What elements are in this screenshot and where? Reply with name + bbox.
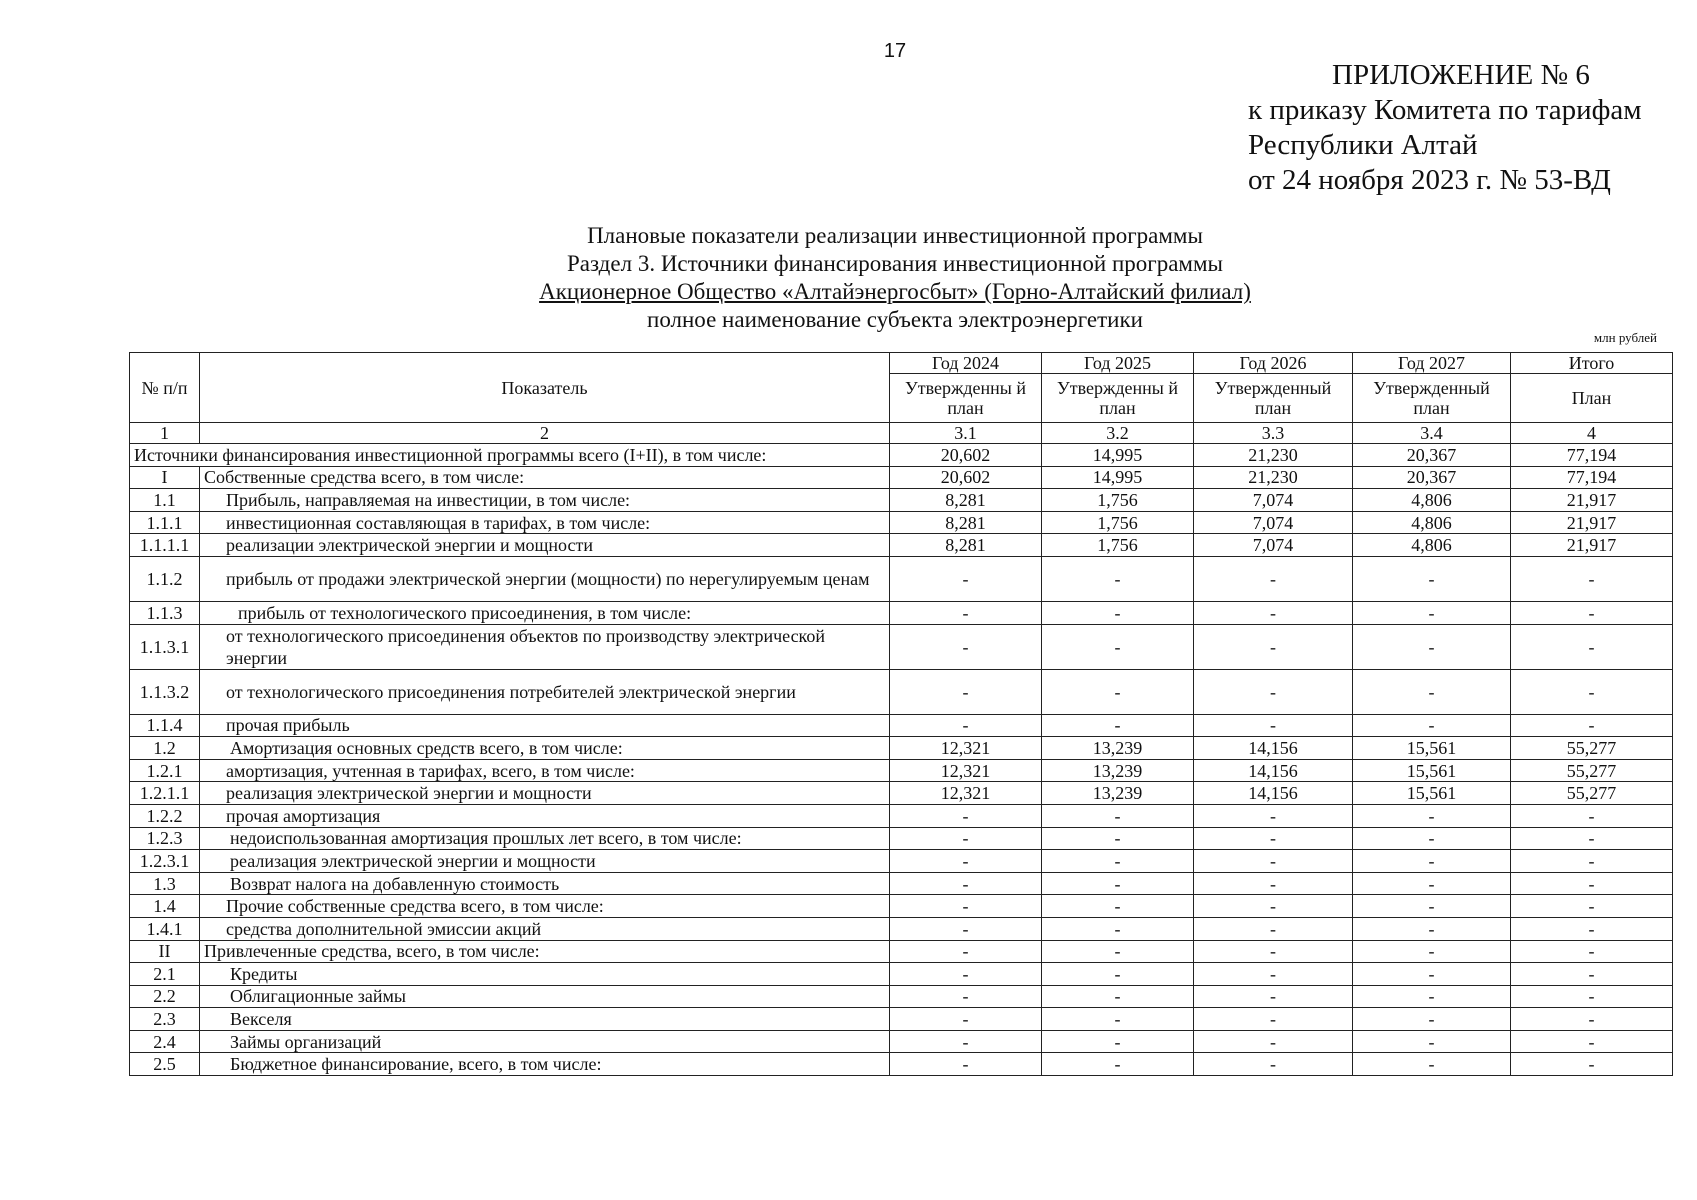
cell-value: - — [890, 872, 1042, 895]
row-label: Собственные средства всего, в том числе: — [200, 466, 890, 489]
row-label: реализация электрической энергии и мощности — [200, 782, 890, 805]
cell-value: - — [1194, 601, 1353, 624]
table-row — [130, 489, 1673, 512]
cell-value: - — [1194, 850, 1353, 873]
header-subtitle: План — [1511, 374, 1673, 423]
cell-value: - — [1042, 940, 1194, 963]
table-row — [130, 601, 1673, 624]
organization-name: Акционерное Общество «Алтайэнергосбыт» (Горно-Алтайский филиал) — [539, 279, 1251, 304]
cell-value: 21,230 — [1194, 444, 1353, 467]
cell-value: 8,281 — [890, 489, 1042, 512]
cell-value: - — [1353, 917, 1511, 940]
appendix-block — [1248, 58, 1642, 198]
cell-value: - — [890, 940, 1042, 963]
cell-value: 20,367 — [1353, 466, 1511, 489]
cell-value: - — [1353, 1030, 1511, 1053]
cell-value: - — [1194, 624, 1353, 669]
cell-value: 4,806 — [1353, 511, 1511, 534]
cell-value: - — [890, 917, 1042, 940]
cell-value: 14,995 — [1042, 466, 1194, 489]
cell-value: - — [1194, 827, 1353, 850]
cell-value: - — [1042, 714, 1194, 737]
row-number: 1.1.1.1 — [130, 534, 200, 557]
cell-value: 20,602 — [890, 444, 1042, 467]
cell-value: 1,756 — [1042, 489, 1194, 512]
row-label: инвестиционная составляющая в тарифах, в том числе: — [200, 511, 890, 534]
row-label: средства дополнительной эмиссии акций — [200, 917, 890, 940]
header-subtitle: Утвержденны й план — [1042, 374, 1194, 423]
cell-value: - — [890, 827, 1042, 850]
cell-value: 55,277 — [1511, 782, 1673, 805]
cell-value: 20,367 — [1353, 444, 1511, 467]
table-row — [130, 624, 1673, 669]
header-num: № п/п — [130, 353, 200, 423]
cell-value: 7,074 — [1194, 489, 1353, 512]
cell-value: - — [1353, 872, 1511, 895]
row-label: Прибыль, направляемая на инвестиции, в том числе: — [200, 489, 890, 512]
cell-value: - — [1353, 985, 1511, 1008]
row-number: 1.4.1 — [130, 917, 200, 940]
cell-value: - — [890, 850, 1042, 873]
row-number: 1.1.4 — [130, 714, 200, 737]
table-row — [130, 827, 1673, 850]
table-row — [130, 737, 1673, 760]
cell-value: 8,281 — [890, 511, 1042, 534]
row-label: от технологического присоединения объектов по производству электрической энергии — [200, 624, 890, 669]
cell-value: 77,194 — [1511, 466, 1673, 489]
table-row — [130, 556, 1673, 601]
cell-value: - — [1511, 940, 1673, 963]
row-number: 1.1 — [130, 489, 200, 512]
cell-value: - — [1042, 895, 1194, 918]
row-label: реализации электрической энергии и мощности — [200, 534, 890, 557]
row-label: Кредиты — [200, 963, 890, 986]
row-number: 1.2 — [130, 737, 200, 760]
row-label: Привлеченные средства, всего, в том числе: — [200, 940, 890, 963]
cell-value: - — [1511, 1053, 1673, 1076]
table-row — [130, 850, 1673, 873]
cell-value: - — [1042, 850, 1194, 873]
cell-value: - — [1511, 714, 1673, 737]
cell-value: - — [1353, 895, 1511, 918]
cell-value: 1,756 — [1042, 534, 1194, 557]
cell-value: 14,156 — [1194, 782, 1353, 805]
appendix-line-2: Республики Алтай — [1248, 129, 1478, 161]
cell-value: - — [1042, 963, 1194, 986]
cell-value: - — [1042, 1030, 1194, 1053]
row-number: 1.2.3 — [130, 827, 200, 850]
cell-value: - — [1353, 714, 1511, 737]
cell-value: - — [1511, 917, 1673, 940]
cell-value: 12,321 — [890, 759, 1042, 782]
cell-value: - — [1511, 850, 1673, 873]
row-number: 1.1.1 — [130, 511, 200, 534]
header-year: Год 2027 — [1353, 353, 1511, 374]
row-number: 1.2.1 — [130, 759, 200, 782]
row-label: Бюджетное финансирование, всего, в том числе: — [200, 1053, 890, 1076]
header-year: Год 2026 — [1194, 353, 1353, 374]
cell-value: - — [1353, 556, 1511, 601]
table-row — [130, 1053, 1673, 1076]
cell-value: - — [1042, 917, 1194, 940]
header-year: Год 2024 — [890, 353, 1042, 374]
cell-value: - — [1042, 624, 1194, 669]
cell-value: 13,239 — [1042, 737, 1194, 760]
header-index: 2 — [200, 423, 890, 444]
cell-value: - — [1353, 804, 1511, 827]
cell-value: 20,602 — [890, 466, 1042, 489]
cell-value: - — [1511, 872, 1673, 895]
row-label: прочая амортизация — [200, 804, 890, 827]
cell-value: - — [890, 963, 1042, 986]
unit-label: млн рублей — [1593, 330, 1657, 345]
cell-value: 55,277 — [1511, 737, 1673, 760]
row-label: Возврат налога на добавленную стоимость — [200, 872, 890, 895]
cell-value: - — [890, 804, 1042, 827]
cell-value: 14,995 — [1042, 444, 1194, 467]
cell-value: - — [1194, 804, 1353, 827]
cell-value: - — [890, 985, 1042, 1008]
cell-value: - — [890, 1053, 1042, 1076]
heading-line-2: Раздел 3. Источники финансирования инвестиционной программы — [567, 251, 1223, 276]
row-number: II — [130, 940, 200, 963]
cell-value: - — [1511, 556, 1673, 601]
row-number: 1.1.3.1 — [130, 624, 200, 669]
row-number: 1.1.2 — [130, 556, 200, 601]
cell-value: - — [1353, 940, 1511, 963]
cell-value: 21,230 — [1194, 466, 1353, 489]
cell-value: 55,277 — [1511, 759, 1673, 782]
table-row — [130, 466, 1673, 489]
row-number: I — [130, 466, 200, 489]
cell-value: - — [1353, 1008, 1511, 1031]
cell-value: 21,917 — [1511, 534, 1673, 557]
row-label: недоиспользованная амортизация прошлых лет всего, в том числе: — [200, 827, 890, 850]
row-number: 1.1.3.2 — [130, 669, 200, 714]
row-number: 1.2.1.1 — [130, 782, 200, 805]
cell-value: 7,074 — [1194, 534, 1353, 557]
cell-value: - — [1511, 963, 1673, 986]
table-row — [130, 940, 1673, 963]
row-label: прибыль от технологического присоединения, в том числе: — [200, 601, 890, 624]
table-row — [130, 917, 1673, 940]
table-body — [130, 444, 1673, 1076]
table-row — [130, 872, 1673, 895]
table-row — [130, 714, 1673, 737]
cell-value: 15,561 — [1353, 759, 1511, 782]
row-number: 1.3 — [130, 872, 200, 895]
cell-value: 13,239 — [1042, 759, 1194, 782]
cell-value: - — [1511, 895, 1673, 918]
row-number: 1.1.3 — [130, 601, 200, 624]
appendix-line-1: к приказу Комитета по тарифам — [1248, 94, 1642, 126]
cell-value: - — [1042, 1008, 1194, 1031]
header-index: 3.4 — [1353, 423, 1511, 444]
cell-value: - — [1042, 872, 1194, 895]
cell-value: - — [890, 624, 1042, 669]
cell-value: - — [1511, 601, 1673, 624]
header-subtitle: Утвержденный план — [1194, 374, 1353, 423]
cell-value: - — [1511, 804, 1673, 827]
cell-value: - — [1194, 714, 1353, 737]
header-index: 4 — [1511, 423, 1673, 444]
cell-value: 4,806 — [1353, 534, 1511, 557]
cell-value: - — [1042, 669, 1194, 714]
cell-value: - — [1353, 624, 1511, 669]
cell-value: 1,756 — [1042, 511, 1194, 534]
cell-value: - — [1353, 601, 1511, 624]
header-subtitle: Утвержденный план — [1353, 374, 1511, 423]
table-row — [130, 895, 1673, 918]
cell-value: - — [1194, 872, 1353, 895]
row-number: 1.4 — [130, 895, 200, 918]
appendix-title: ПРИЛОЖЕНИЕ № 6 — [1332, 59, 1590, 91]
row-label: амортизация, учтенная в тарифах, всего, в том числе: — [200, 759, 890, 782]
cell-value: - — [1194, 669, 1353, 714]
cell-value: - — [1042, 556, 1194, 601]
header-subtitle: Утвержденны й план — [890, 374, 1042, 423]
row-label: прибыль от продажи электрической энергии (мощности) по нерегулируемым ценам — [200, 556, 890, 601]
cell-value: - — [890, 669, 1042, 714]
cell-value: - — [1353, 669, 1511, 714]
table-row — [130, 669, 1673, 714]
cell-value: - — [890, 1008, 1042, 1031]
table-row — [130, 1030, 1673, 1053]
cell-value: 77,194 — [1511, 444, 1673, 467]
page-number: 17 — [883, 40, 907, 62]
table-row — [130, 1008, 1673, 1031]
row-label: Облигационные займы — [200, 985, 890, 1008]
row-label: от технологического присоединения потребителей электрической энергии — [200, 669, 890, 714]
header-year: Год 2025 — [1042, 353, 1194, 374]
cell-value: - — [1194, 556, 1353, 601]
cell-value: 14,156 — [1194, 759, 1353, 782]
heading-line-1: Плановые показатели реализации инвестиционной программы — [587, 223, 1203, 248]
cell-value: 7,074 — [1194, 511, 1353, 534]
cell-value: 12,321 — [890, 737, 1042, 760]
cell-value: 8,281 — [890, 534, 1042, 557]
row-number: 2.1 — [130, 963, 200, 986]
cell-value: - — [890, 895, 1042, 918]
row-label: Векселя — [200, 1008, 890, 1031]
appendix-line-3: от 24 ноября 2023 г. № 53-ВД — [1248, 164, 1611, 196]
cell-value: - — [1194, 895, 1353, 918]
row-number: 1.2.2 — [130, 804, 200, 827]
cell-value: 15,561 — [1353, 737, 1511, 760]
cell-value: 13,239 — [1042, 782, 1194, 805]
cell-value: - — [890, 601, 1042, 624]
header-index: 3.2 — [1042, 423, 1194, 444]
cell-value: - — [1353, 850, 1511, 873]
cell-value: - — [1353, 827, 1511, 850]
table-row — [130, 759, 1673, 782]
cell-value: - — [890, 556, 1042, 601]
cell-value: - — [1194, 1053, 1353, 1076]
cell-value: - — [1511, 1030, 1673, 1053]
row-label: реализация электрической энергии и мощности — [200, 850, 890, 873]
row-label: прочая прибыль — [200, 714, 890, 737]
cell-value: 21,917 — [1511, 511, 1673, 534]
cell-value: - — [1042, 827, 1194, 850]
table-row — [130, 534, 1673, 557]
cell-value: - — [1511, 669, 1673, 714]
cell-value: - — [1194, 1008, 1353, 1031]
header-index: 1 — [130, 423, 200, 444]
document-heading — [360, 222, 1430, 334]
row-number: 1.2.3.1 — [130, 850, 200, 873]
table-row — [130, 985, 1673, 1008]
cell-value: 12,321 — [890, 782, 1042, 805]
cell-value: - — [1353, 963, 1511, 986]
cell-value: - — [1511, 985, 1673, 1008]
cell-value: 14,156 — [1194, 737, 1353, 760]
table-row — [130, 963, 1673, 986]
cell-value: - — [1042, 1053, 1194, 1076]
cell-value: - — [1194, 985, 1353, 1008]
total-label: Источники финансирования инвестиционной программы всего (I+II), в том числе: — [130, 444, 890, 467]
row-number: 2.3 — [130, 1008, 200, 1031]
cell-value: 4,806 — [1353, 489, 1511, 512]
row-number: 2.2 — [130, 985, 200, 1008]
table-row-total — [130, 444, 1673, 467]
cell-value: - — [1511, 827, 1673, 850]
header-indicator: Показатель — [200, 353, 890, 423]
financing-table — [129, 352, 1673, 1076]
cell-value: - — [1511, 624, 1673, 669]
cell-value: - — [1042, 601, 1194, 624]
cell-value: - — [1511, 1008, 1673, 1031]
cell-value: 15,561 — [1353, 782, 1511, 805]
cell-value: - — [890, 714, 1042, 737]
cell-value: - — [1042, 804, 1194, 827]
row-label: Займы организаций — [200, 1030, 890, 1053]
cell-value: 21,917 — [1511, 489, 1673, 512]
cell-value: - — [1194, 1030, 1353, 1053]
organization-caption: полное наименование субъекта электроэнергетики — [647, 307, 1143, 332]
cell-value: - — [1194, 963, 1353, 986]
cell-value: - — [1194, 917, 1353, 940]
row-number: 2.4 — [130, 1030, 200, 1053]
header-index: 3.1 — [890, 423, 1042, 444]
table-row — [130, 511, 1673, 534]
row-number: 2.5 — [130, 1053, 200, 1076]
table-row — [130, 782, 1673, 805]
table-row — [130, 804, 1673, 827]
cell-value: - — [890, 1030, 1042, 1053]
cell-value: - — [1353, 1053, 1511, 1076]
row-label: Прочие собственные средства всего, в том числе: — [200, 895, 890, 918]
row-label: Амортизация основных средств всего, в том числе: — [200, 737, 890, 760]
cell-value: - — [1042, 985, 1194, 1008]
cell-value: - — [1194, 940, 1353, 963]
header-index: 3.3 — [1194, 423, 1353, 444]
header-total: Итого — [1511, 353, 1673, 374]
